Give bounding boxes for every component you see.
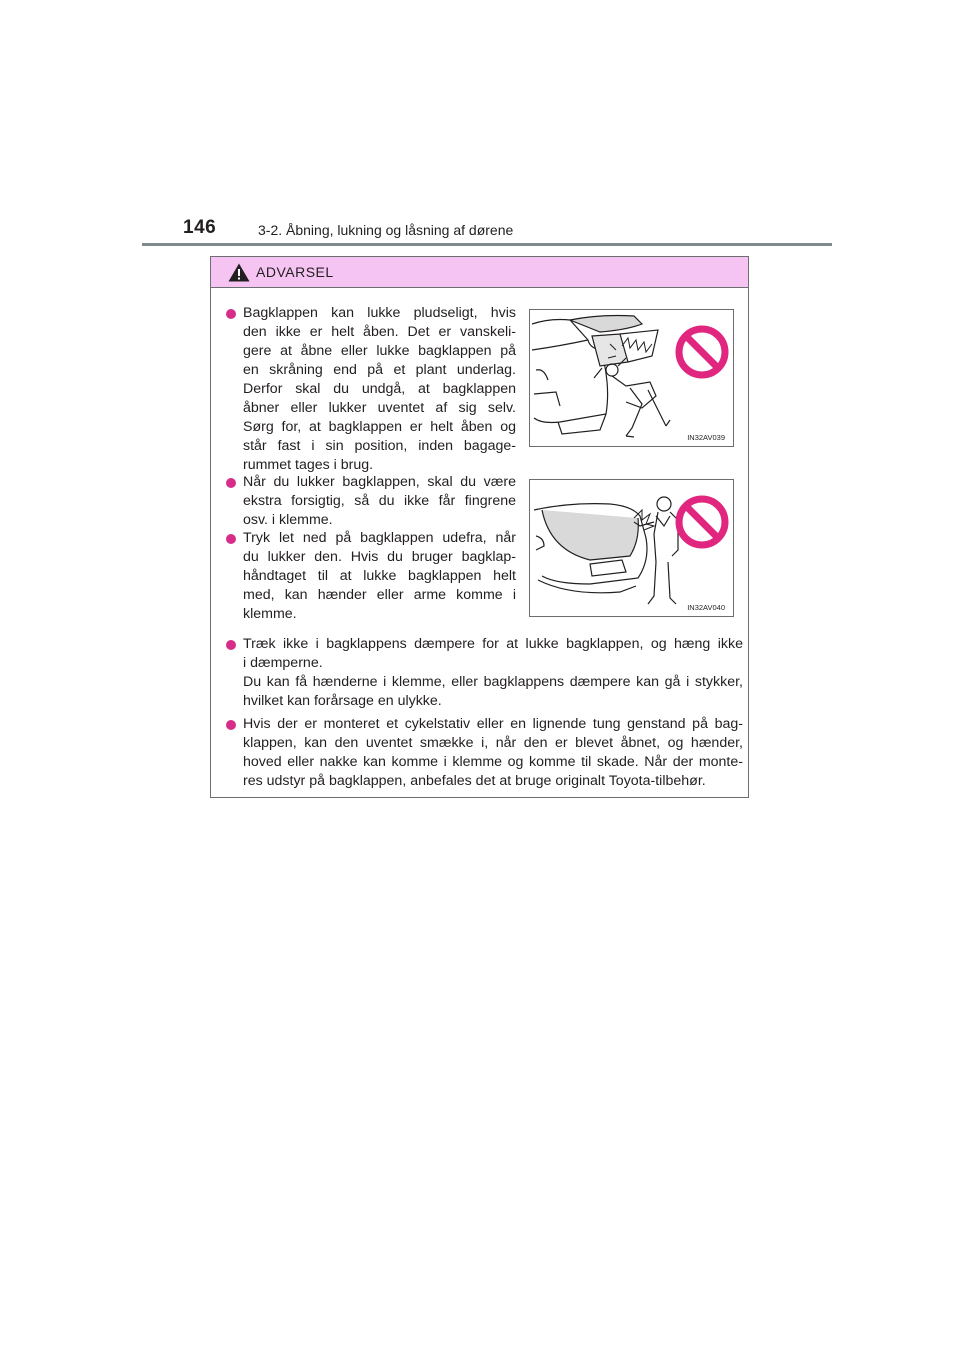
text-line: klappen, kan den uventet smække i, når den er blevet åbnet, og hænder, xyxy=(243,735,743,751)
text-line: i dæmperne. xyxy=(243,655,323,671)
text-line: du lukker den. Hvis du bruger bagklap- xyxy=(243,549,516,565)
bullet-dot-icon xyxy=(226,309,236,319)
warning-box xyxy=(210,256,749,798)
warning-bullet-1 xyxy=(226,304,516,475)
text-line: åbner eller lukker uventet af sig selv. xyxy=(243,400,516,416)
text-line: den ikke er helt åben. Det er vanskeli- xyxy=(243,324,516,340)
text-line: rummet tages i brug. xyxy=(243,457,374,473)
text-line: klemme. xyxy=(243,606,297,622)
text-line: ekstra forsigtig, så du ikke får fingrene xyxy=(243,493,516,509)
text-line: Når du lukker bagklappen, skal du være xyxy=(243,474,516,490)
figure-code: IN32AV040 xyxy=(687,603,725,612)
bullet-dot-icon xyxy=(226,478,236,488)
prohibition-icon xyxy=(674,494,730,550)
text-line: res udstyr på bagklappen, anbefales det at bruge originalt Toyota-tilbehør. xyxy=(243,773,706,789)
text-line: hvilket kan forårsage en ulykke. xyxy=(243,693,442,709)
text-line: osv. i klemme. xyxy=(243,512,333,528)
text-line: gere at åbne eller lukke bagklappen på xyxy=(243,343,516,359)
text-line: Derfor skal du undgå, at bagklappen xyxy=(243,381,516,397)
bullet-dot-icon xyxy=(226,640,236,650)
warning-bullet-5 xyxy=(226,715,743,791)
warning-bullet-3 xyxy=(226,529,516,624)
text-line: Tryk let ned på bagklappen udefra, når xyxy=(243,530,516,546)
text-line: Bagklappen kan lukke pludseligt, hvis xyxy=(243,305,516,321)
text-line: står fast i sin position, inden bagage- xyxy=(243,438,516,454)
figure-tailgate-closing-on-person xyxy=(529,309,734,447)
prohibition-icon xyxy=(674,324,730,380)
warning-title: ADVARSEL xyxy=(256,264,334,280)
header-divider xyxy=(142,243,832,246)
bullet-dot-icon xyxy=(226,720,236,730)
text-line: hoved eller nakke kan komme i klemme og komme til skade. Når der monte- xyxy=(243,754,743,770)
text-line: Hvis der er monteret et cykelstativ eller en lignende tung genstand på bag- xyxy=(243,716,743,732)
page-number: 146 xyxy=(183,217,217,238)
text-line: en skråning end på et plant underlag. xyxy=(243,362,516,378)
text-line: Du kan få hænderne i klemme, eller bagklappens dæmpere kan gå i stykker, xyxy=(243,674,743,690)
figure-code: IN32AV039 xyxy=(687,433,725,442)
text-line: Træk ikke i bagklappens dæmpere for at lukke bagklappen, og hæng ikke xyxy=(243,636,743,652)
text-line: håndtaget til at lukke bagklappen helt xyxy=(243,568,516,584)
text-line: Sørg for, at bagklappen er helt åben og xyxy=(243,419,516,435)
text-line: med, kan hænder eller arme komme i xyxy=(243,587,516,603)
bullet-dot-icon xyxy=(226,534,236,544)
warning-bullet-2 xyxy=(226,473,516,530)
figure-tailgate-pinching-hand xyxy=(529,479,734,617)
warning-header xyxy=(211,257,748,288)
warning-triangle-icon xyxy=(228,263,250,282)
warning-bullet-4 xyxy=(226,635,743,711)
section-title: 3-2. Åbning, lukning og låsning af dørene xyxy=(258,222,514,238)
